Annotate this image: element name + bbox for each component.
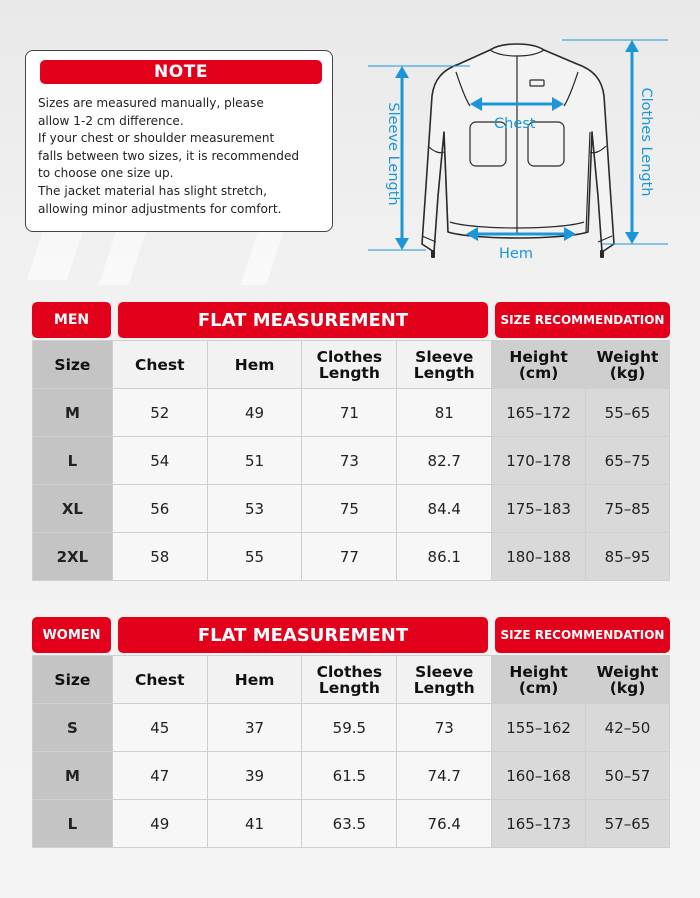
note-line: allow 1-2 cm difference.	[38, 113, 184, 128]
hem-cell: 37	[207, 704, 302, 752]
column-header-row	[33, 656, 670, 704]
men-size-table	[32, 302, 670, 566]
chest-cell: 45	[112, 704, 207, 752]
size-recommendation-title: SIZE RECOMMENDATION	[495, 302, 670, 338]
chest-cell: 49	[112, 800, 207, 848]
height-cell: 155–162	[492, 704, 586, 752]
col-height	[492, 341, 586, 389]
note-line: The jacket material has slight stretch,	[38, 183, 267, 198]
col-label-line: Length	[318, 363, 380, 382]
table-row	[33, 437, 670, 485]
size-cell: M	[33, 389, 113, 437]
clothes-length-cell: 73	[302, 437, 397, 485]
background-stroke	[240, 225, 285, 285]
col-weight	[586, 341, 670, 389]
col-label-line: (kg)	[609, 678, 646, 697]
col-label-line: Height	[509, 347, 568, 366]
height-cell: 160–168	[492, 752, 586, 800]
men-grid	[32, 340, 670, 581]
note-title: NOTE	[40, 60, 322, 84]
size-cell: XL	[33, 485, 113, 533]
height-cell: 175–183	[492, 485, 586, 533]
size-cell: 2XL	[33, 533, 113, 581]
sleeve-length-cell: 74.7	[397, 752, 492, 800]
size-cell: L	[33, 800, 113, 848]
weight-cell: 50–57	[586, 752, 670, 800]
hem-cell: 53	[207, 485, 302, 533]
col-weight	[586, 656, 670, 704]
chest-cell: 52	[112, 389, 207, 437]
men-label: MEN	[32, 302, 111, 338]
col-label-line: Weight	[596, 662, 659, 681]
size-recommendation-title: SIZE RECOMMENDATION	[495, 617, 670, 653]
col-chest: Chest	[112, 341, 207, 389]
hem-label: Hem	[499, 246, 533, 262]
height-cell: 180–188	[492, 533, 586, 581]
clothes-length-label: Clothes Length	[638, 87, 654, 197]
flat-measurement-title: FLAT MEASUREMENT	[118, 302, 488, 338]
flat-measurement-title: FLAT MEASUREMENT	[118, 617, 488, 653]
col-hem: Hem	[207, 341, 302, 389]
clothes-length-cell: 61.5	[302, 752, 397, 800]
height-cell: 165–173	[492, 800, 586, 848]
col-sleeve-length	[397, 656, 492, 704]
col-label-line: Length	[318, 678, 380, 697]
col-clothes-length	[302, 341, 397, 389]
col-height	[492, 656, 586, 704]
weight-cell: 75–85	[586, 485, 670, 533]
height-cell: 170–178	[492, 437, 586, 485]
note-line: If your chest or shoulder measurement	[38, 131, 275, 146]
women-grid	[32, 655, 670, 848]
men-table-header	[32, 302, 670, 342]
clothes-length-cell: 77	[302, 533, 397, 581]
col-label-line: (kg)	[609, 363, 646, 382]
col-label-line: Weight	[596, 347, 659, 366]
col-label-line: Sleeve	[415, 347, 474, 366]
col-label-line: Height	[509, 662, 568, 681]
col-label-line: Sleeve	[415, 662, 474, 681]
weight-cell: 55–65	[586, 389, 670, 437]
sleeve-length-cell: 82.7	[397, 437, 492, 485]
size-cell: L	[33, 437, 113, 485]
note-text	[38, 95, 320, 218]
size-cell: M	[33, 752, 113, 800]
col-label-line: Clothes	[316, 662, 383, 681]
weight-cell: 57–65	[586, 800, 670, 848]
jacket-diagram	[362, 36, 682, 266]
jacket-illustration	[362, 36, 682, 266]
column-header-row	[33, 341, 670, 389]
height-cell: 165–172	[492, 389, 586, 437]
sleeve-length-cell: 86.1	[397, 533, 492, 581]
hem-cell: 51	[207, 437, 302, 485]
table-row	[33, 800, 670, 848]
note-line: to choose one size up.	[38, 166, 174, 181]
chest-cell: 47	[112, 752, 207, 800]
note-line: Sizes are measured manually, please	[38, 96, 264, 110]
col-label-line: Clothes	[316, 347, 383, 366]
size-cell: S	[33, 704, 113, 752]
weight-cell: 42–50	[586, 704, 670, 752]
note-line: falls between two sizes, it is recommended	[38, 148, 300, 163]
hem-cell: 39	[207, 752, 302, 800]
col-clothes-length	[302, 656, 397, 704]
col-size: Size	[33, 341, 113, 389]
sleeve-length-cell: 73	[397, 704, 492, 752]
col-size: Size	[33, 656, 113, 704]
col-hem: Hem	[207, 656, 302, 704]
col-label-line: (cm)	[518, 678, 559, 697]
clothes-length-cell: 75	[302, 485, 397, 533]
clothes-length-cell: 71	[302, 389, 397, 437]
clothes-length-cell: 59.5	[302, 704, 397, 752]
table-row	[33, 389, 670, 437]
hem-cell: 49	[207, 389, 302, 437]
hem-cell: 41	[207, 800, 302, 848]
col-label-line: Length	[413, 678, 475, 697]
col-label-line: (cm)	[518, 363, 559, 382]
sleeve-length-cell: 84.4	[397, 485, 492, 533]
chest-cell: 58	[112, 533, 207, 581]
note-line: allowing minor adjustments for comfort.	[38, 201, 282, 216]
women-table-header	[32, 617, 670, 657]
chest-label: Chest	[494, 116, 536, 132]
women-label: WOMEN	[32, 617, 111, 653]
chest-cell: 56	[112, 485, 207, 533]
table-row	[33, 704, 670, 752]
sleeve-length-label: Sleeve Length	[385, 102, 401, 206]
hem-cell: 55	[207, 533, 302, 581]
sleeve-length-cell: 76.4	[397, 800, 492, 848]
table-row	[33, 485, 670, 533]
table-row	[33, 752, 670, 800]
col-sleeve-length	[397, 341, 492, 389]
chest-cell: 54	[112, 437, 207, 485]
note-box	[25, 50, 333, 232]
clothes-length-cell: 63.5	[302, 800, 397, 848]
col-chest: Chest	[112, 656, 207, 704]
table-row	[33, 533, 670, 581]
col-label-line: Length	[413, 363, 475, 382]
women-size-table	[32, 617, 670, 833]
weight-cell: 85–95	[586, 533, 670, 581]
sleeve-length-cell: 81	[397, 389, 492, 437]
weight-cell: 65–75	[586, 437, 670, 485]
